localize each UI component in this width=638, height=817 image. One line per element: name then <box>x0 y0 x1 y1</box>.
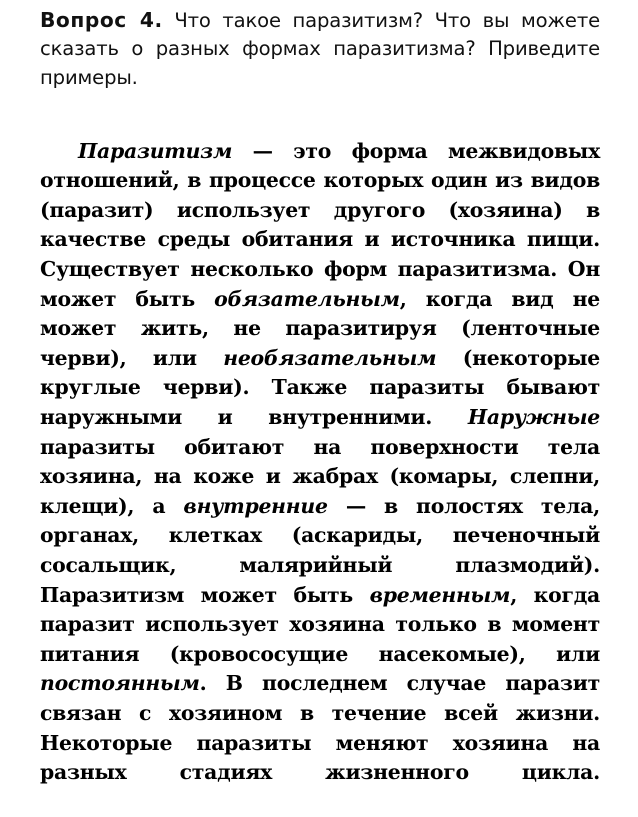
answer-text-3: (некоторые круглые черви). Также паразиты бывают наружными и внутренними. <box>40 345 600 429</box>
term-parazitizm: Паразитизм <box>78 138 233 163</box>
term-naruzhnye: Наружные <box>467 404 600 429</box>
question-heading <box>40 6 600 121</box>
answer-text-2: , когда вид не может жить, не паразитируя (ленточные черви), или <box>40 286 600 370</box>
answer-text-5: в полостях тела, органах, клетках (аскариды, печеночный сосальщик, малярийный плазмодий). Паразитизм может быть <box>40 493 600 607</box>
em-dash-1: — <box>252 138 273 163</box>
answer-text-1: это форма межвидовых отношений, в процессе которых один из видов (паразит) использует другого (хозяина) в качестве среды обитания и источника пищи. Существует несколько форм паразитизма. Он может быть <box>40 138 600 311</box>
answer-text-6: , когда паразит использует хозяина только в момент питания (кровососущие насекомые), или <box>40 582 601 666</box>
question-label: Вопрос 4. <box>40 8 163 32</box>
answer-text-7: . В последнем случае паразит связан с хозяином в течение всей жизни. Некоторые паразиты меняют хозяина на разных стадиях жизненного цикла. <box>40 671 600 785</box>
term-vremennym: временным <box>369 582 511 607</box>
term-postoyannym: постоянным <box>40 671 200 696</box>
answer-text-4: паразиты обитают на поверхности тела хозяина, на коже и жабрах (комары, слепни, клещи), а <box>40 434 600 518</box>
term-neobyazatelnym: необязательным <box>223 345 437 370</box>
term-obyazatelnym: обязательным <box>214 286 400 311</box>
em-dash-2: — <box>345 493 366 518</box>
question-prompt: Что такое паразитизм? Что вы можете сказать о разных формах паразитизма? Приведите примеры. <box>40 9 600 89</box>
term-vnutrennie: внутренние <box>183 493 328 518</box>
answer-paragraph <box>40 137 600 817</box>
